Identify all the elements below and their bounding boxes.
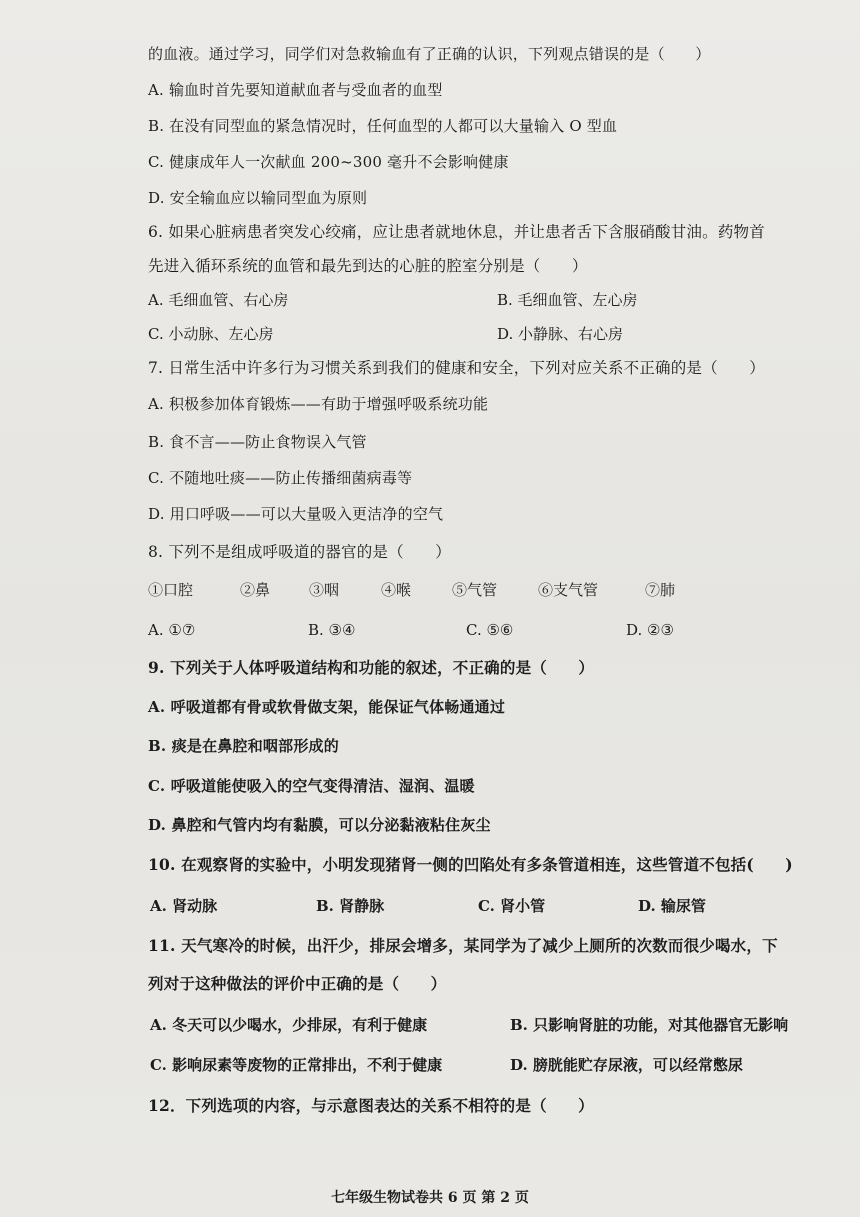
q6-stem-line2: 先进入循环系统的血管和最先到达的心脏的腔室分别是（ ） — [148, 257, 588, 275]
q8-item-1: ①口腔 — [148, 581, 194, 599]
q8-stem: 8. 下列不是组成呼吸道的器官的是（ ） — [148, 543, 451, 561]
q9-option-c: C. 呼吸道能使吸入的空气变得清洁、湿润、温暖 — [148, 777, 475, 795]
q7-option-a: A. 积极参加体育锻炼——有助于增强呼吸系统功能 — [148, 395, 489, 413]
q5-option-c: C. 健康成年人一次献血 200~300 毫升不会影响健康 — [148, 153, 509, 171]
q10-option-a: A. 肾动脉 — [150, 897, 218, 915]
page-footer: 七年级生物试卷共 6 页 第 2 页 — [331, 1190, 529, 1206]
q9-option-b: B. 痰是在鼻腔和咽部形成的 — [148, 737, 339, 755]
q6-option-b: B. 毛细血管、左心房 — [497, 291, 638, 309]
q10-option-c: C. 肾小管 — [478, 897, 546, 915]
q7-stem: 7. 日常生活中许多行为习惯关系到我们的健康和安全，下列对应关系不正确的是（ ） — [148, 359, 765, 377]
q11-option-c: C. 影响尿素等废物的正常排出，不利于健康 — [150, 1056, 443, 1074]
q11-option-b: B. 只影响肾脏的功能，对其他器官无影响 — [510, 1016, 789, 1034]
q12-stem: 12．下列选项的内容，与示意图表达的关系不相符的是（ ） — [148, 1096, 594, 1115]
q9-stem: 9. 下列关于人体呼吸道结构和功能的叙述，不正确的是（ ） — [148, 658, 595, 677]
q5-option-d: D. 安全输血应以输同型血为原则 — [148, 189, 368, 207]
q7-option-b: B. 食不言——防止食物误入气管 — [148, 433, 367, 451]
q10-option-d: D. 输尿管 — [638, 897, 706, 915]
q8-item-7: ⑦肺 — [645, 581, 676, 599]
q8-item-6: ⑥支气管 — [538, 581, 599, 599]
q6-stem-line1: 6. 如果心脏病患者突发心绞痛，应让患者就地休息，并让患者舌下含服硝酸甘油。药物首 — [148, 223, 765, 241]
q11-stem-line2: 列对于这种做法的评价中正确的是（ ） — [148, 974, 447, 993]
q5-stem-tail: 的血液。通过学习，同学们对急救输血有了正确的认识，下列观点错误的是（ ） — [148, 45, 711, 63]
q6-option-a: A. 毛细血管、右心房 — [148, 291, 289, 309]
q6-option-c: C. 小动脉、左心房 — [148, 325, 274, 343]
q8-item-2: ②鼻 — [240, 581, 271, 599]
q8-item-3: ③咽 — [309, 581, 340, 599]
q8-option-b: B. ③④ — [308, 621, 356, 639]
q11-option-d: D. 膀胱能贮存尿液，可以经常憋尿 — [510, 1056, 743, 1074]
q9-option-d: D. 鼻腔和气管内均有黏膜，可以分泌黏液粘住灰尘 — [148, 816, 491, 834]
q5-option-a: A. 输血时首先要知道献血者与受血者的血型 — [148, 81, 443, 99]
q5-option-b: B. 在没有同型血的紧急情况时，任何血型的人都可以大量输入 O 型血 — [148, 117, 618, 135]
q7-option-c: C. 不随地吐痰——防止传播细菌病毒等 — [148, 469, 413, 487]
q9-option-a: A. 呼吸道都有骨或软骨做支架，能保证气体畅通通过 — [148, 698, 506, 716]
q6-option-d: D. 小静脉、右心房 — [497, 325, 624, 343]
q8-item-5: ⑤气管 — [452, 581, 498, 599]
q8-option-c: C. ⑤⑥ — [466, 621, 514, 639]
q10-option-b: B. 肾静脉 — [316, 897, 385, 915]
q7-option-d: D. 用口呼吸——可以大量吸入更洁净的空气 — [148, 505, 444, 523]
q8-option-d: D. ②③ — [626, 621, 674, 639]
q11-option-a: A. 冬天可以少喝水，少排尿，有利于健康 — [150, 1016, 428, 1034]
q10-stem: 10. 在观察肾的实验中，小明发现猪肾一侧的凹陷处有多条管道相连，这些管道不包括( ) — [148, 855, 793, 874]
q8-item-4: ④喉 — [381, 581, 412, 599]
q8-option-a: A. ①⑦ — [148, 621, 196, 639]
q11-stem-line1: 11. 天气寒冷的时候，出汗少，排尿会增多，某同学为了减少上厕所的次数而很少喝水，下 — [148, 936, 778, 955]
